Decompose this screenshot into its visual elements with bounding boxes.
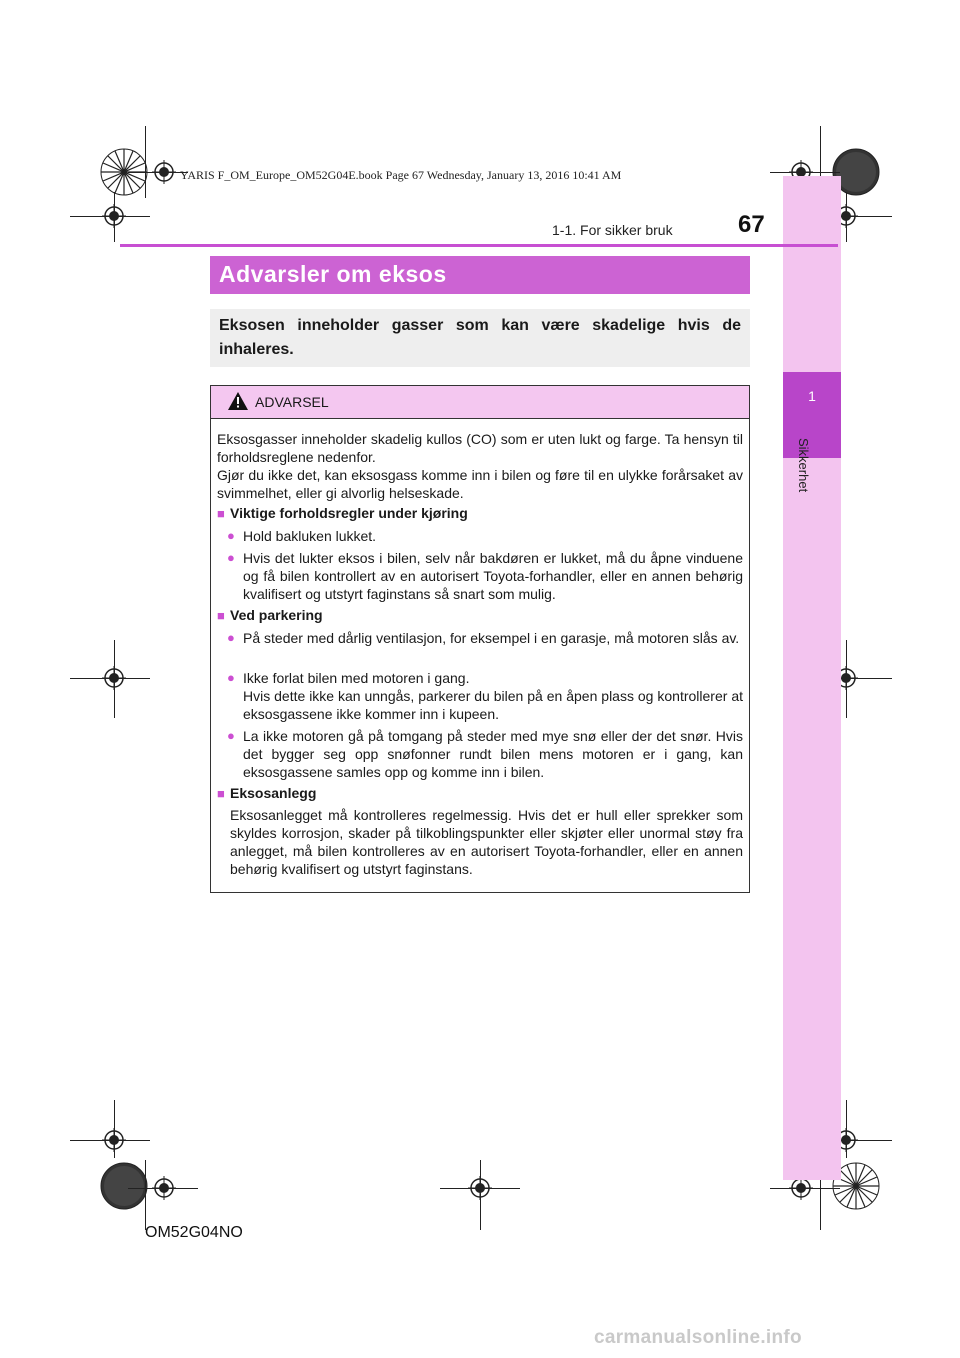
section-title: 1-1. For sikker bruk [552, 222, 673, 238]
section-heading: Eksosanlegg [230, 785, 317, 801]
warning-intro: Eksosgasser inneholder skadelig kullos (CO) som er uten lukt og farge. Ta hensyn til forholdsreglene nedenfor. [217, 431, 743, 465]
page-title-text: Advarsler om eksos [219, 261, 447, 287]
page-title [210, 256, 750, 294]
section-text: Eksosanlegget må kontrolleres regelmessig. Hvis det er hull eller sprekker som skyldes korrosjon, skader på tilkoblingspunkter eller skjøter eller unormal støy fra anlegget, må bilen kontrolleres av en autorisert Toyota-forhandler, eller en annen behørig kvalifisert og utstyrt faginstans. [230, 807, 743, 877]
section-heading: Ved parkering [230, 607, 323, 623]
lead-text: Eksosen inneholder gasser som kan være skadelige hvis de inhaleres. [219, 317, 741, 358]
list-item: La ikke motoren gå på tomgang på steder med mye snø eller der det snør. Hvis det bygger seg opp snøfonner rundt bilen mens motoren er i gang, kan eksosgassene samles opp og komme inn i bilen. [243, 728, 743, 780]
bullet-icon: ● [227, 630, 235, 645]
chapter-label: Sikkerhet [796, 438, 811, 493]
bullet-icon: ● [227, 550, 235, 565]
bullet-icon: ● [227, 728, 235, 743]
list-item-detail: Hvis dette ikke kan unngås, parkerer du bilen på en åpen plass og kontrollerer at eksosgassene ikke kommer inn i kupeen. [243, 688, 743, 722]
warning-intro-2: Gjør du ikke det, kan eksosgass komme inn i bilen og føre til en ulykke forårsaket av svimmelhet, eller gi alvorlig helseskade. [217, 467, 743, 501]
warning-label: ADVARSEL [255, 394, 329, 410]
registration-dial-icon [100, 1162, 148, 1210]
warning-box [210, 385, 750, 893]
document-code: OM52G04NO [145, 1224, 243, 1241]
list-item: Ikke forlat bilen med motoren i gang. [243, 670, 470, 686]
watermark: carmanualsonline.info [594, 1327, 802, 1348]
square-bullet-icon: ■ [217, 608, 225, 623]
bullet-icon: ● [227, 670, 235, 685]
lead-box [210, 309, 750, 367]
list-item: På steder med dårlig ventilasjon, for eksempel i en garasje, må motoren slås av. [243, 630, 740, 646]
section-heading: Viktige forholdsregler under kjøring [230, 505, 468, 521]
warning-header [211, 386, 749, 419]
header-rule [120, 244, 838, 247]
square-bullet-icon: ■ [217, 786, 225, 801]
warning-triangle-icon [227, 391, 249, 411]
bullet-icon: ● [227, 528, 235, 543]
crosshair-icon [152, 160, 176, 184]
list-item: Hold bakluken lukket. [243, 528, 377, 544]
print-info: YARIS F_OM_Europe_OM52G04E.book Page 67 Wednesday, January 13, 2016 10:41 AM [180, 168, 622, 182]
page-number: 67 [738, 211, 765, 238]
list-item: Hvis det lukter eksos i bilen, selv når bakdøren er lukket, må du åpne vinduene og få bilen kontrollert av en autorisert Toyota-forhandler, eller en annen behørig kvalifisert og utstyrt faginstans så snart som mulig. [243, 550, 743, 602]
square-bullet-icon: ■ [217, 506, 225, 521]
chapter-number: 1 [808, 388, 816, 404]
side-tab-band [783, 176, 841, 1180]
